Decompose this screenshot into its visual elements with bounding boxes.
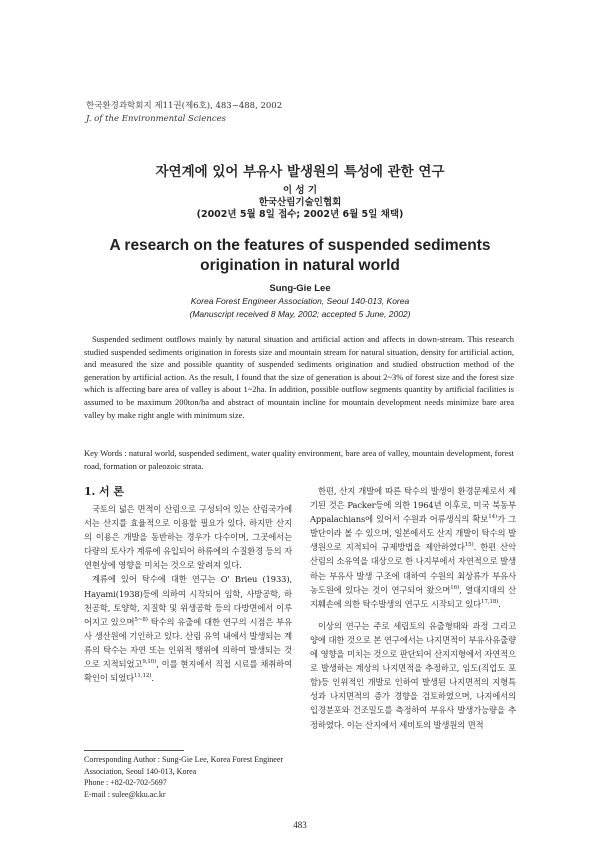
paragraph: 계류에 있어 탁수에 대한 연구는 O' Brieu (1933), Hayami(1938)등에 의하여 시작되어 임학, 사방공학, 하천공학, 토양학, 지질학 및 위생공학 등의 다방면에서 이루어지고 있으며$^{5\sim 8)}$ 탁수의 유출에 대한 연구의 시점은 부유사 생산원에 기인하고 있다. 산림 유역 내에서 발생되는 계류의 탁수는 자연 또는 인위적 행위에 의하여 발생되는 것으로 지적되었고$^{9,10)}$, 이를 현지에서 직접 시료를 채취하여 확인이 되었다$^{11,12)}$. bbox=[84, 574, 293, 684]
reference-mark: 15) bbox=[464, 542, 474, 549]
journal-korean: 한국환경과학회지 제11권(제6호), 483~488, 2002 bbox=[86, 101, 283, 111]
body-column-right bbox=[310, 484, 516, 732]
page-number: 483 bbox=[293, 820, 307, 830]
body-column-left bbox=[84, 484, 292, 685]
title-english-line2: origination in natural world bbox=[200, 257, 400, 274]
title-english bbox=[0, 236, 600, 276]
author-korean-affiliation: 한국산림기술인협회 bbox=[258, 197, 342, 208]
paragraph: 국토의 넓은 면적이 산림으로 구성되어 있는 산림국가에서는 산지를 효율적으로 이용할 필요가 있다. 하지만 산지의 이용은 개발을 동반하는 경우가 다수이며, 그곳에서는 다량의 토사가 계류에 유입되어 하류에의 수질환경 등의 자연현상에 영향을 미치는 것으로 알려져 있다. bbox=[84, 504, 292, 571]
title-english-line1: A research on the features of suspended sediments bbox=[109, 237, 491, 254]
journal-header bbox=[86, 100, 282, 126]
reference-mark: 11,12) bbox=[134, 673, 152, 680]
title-korean: 자연계에 있어 부유사 발생원의 특성에 관한 연구 bbox=[155, 164, 445, 180]
reference-mark: 17,18) bbox=[481, 598, 499, 605]
section-heading: 1. 서 론 bbox=[84, 485, 124, 498]
author-english-dates: (Manuscript received 8 May, 2002; accepted 5 June, 2002) bbox=[189, 309, 411, 319]
author-english-block bbox=[0, 282, 600, 321]
journal-english: J. of the Environmental Sciences bbox=[86, 114, 227, 124]
reference-mark: 9,10) bbox=[142, 659, 157, 666]
reference-mark: 16) bbox=[450, 584, 460, 591]
footnote bbox=[84, 754, 292, 800]
abstract: Suspended sediment outflows mainly by natural situation and artificial action and affects in down-stream. This research studied suspended sediments origination in forests size and mountain stream for natural situation, density for artificial action, and measured the size and possible quantity of suspended sediments origination and studied obstruction method of the generation by artificial action. As the result, I found that the size of generation is about 2~3% of forest size and the forest size which is affecting bare area of valley is about 1~2ha. In addition, possible outflow segments quantity by artificial facilities is assumed to be maximum 200ton/ha and abstract of mountain incline for mountain development needs minimize bare area valley by make right angle with minimum size. bbox=[84, 334, 514, 420]
footnote-divider bbox=[84, 750, 184, 751]
author-korean-block bbox=[0, 185, 600, 221]
author-english-name: Sung-Gie Lee bbox=[269, 283, 331, 294]
footnote-email: E-mail : sulee@kku.ac.kr bbox=[84, 789, 166, 799]
keywords: Key Words : natural world, suspended sediment, water quality environment, bare area of valley, mountain development, forest road, formation or paleozoic strata. bbox=[84, 448, 514, 471]
author-korean-dates: (2002년 5월 8일 접수; 2002년 6월 5일 채택) bbox=[196, 209, 404, 220]
paragraph: 한편, 산지 개발에 따른 탁수의 발생이 환경문제로서 제기된 것은 Packer등에 의한 1964년 이후로, 미국 북동부 Appalachians에 있어서 수원과 어류생식의 확보$^{14)}$가 그 발단이라 볼 수 있으며, 일본에서도 산지 개발이 탁수의 발생원으로 지적되어 규제방법을 제안하였다$^{15)}$. 한편 산악산림의 소유역을 대상으로 한 나지부에서 자연적으로 발생하는 부유사 발생 구조에 대하여 수원의 최상류가 부유사농도원에 있다는 것이 연구되어 왔으며$^{16)}$, 열대지대의 산지훼손에 의한 탁수발생의 연구도 시작되고 있다$^{17,18)}$. bbox=[310, 486, 516, 609]
author-korean-name: 이 성 기 bbox=[282, 185, 318, 196]
footnote-author: Corresponding Author : Sung-Gie Lee, Korea Forest Engineer Association, Seoul 140-013, Korea bbox=[84, 755, 284, 776]
author-english-affiliation: Korea Forest Engineer Association, Seoul 140-013, Korea bbox=[190, 296, 410, 306]
reference-mark: 14) bbox=[488, 514, 498, 521]
paragraph: 이상의 연구는 주로 세립토의 유출형태와 과정 그리고 양에 대한 것으로 본 연구에서는 나지면적이 부유사유출량에 영향을 미치는 것으로 판단되어 산지지형에서 자연적으로 발생하는 계상의 나지면적을 추정하고, 임도(직업도 포함)등 인위적인 개발로 인하여 발생된 나지면적의 지형특성과 나지면적의 증가 경향을 검토하였으며, 나지에서의 입경분포와 건조밀도를 측정하여 부유사 발생가능량을 추정하였다. 이는 산지에서 세비토의 발생원의 면적 bbox=[310, 620, 516, 730]
reference-mark: 5~8) bbox=[134, 616, 148, 623]
footnote-phone: Phone : +82-02-702-5697 bbox=[84, 778, 167, 787]
